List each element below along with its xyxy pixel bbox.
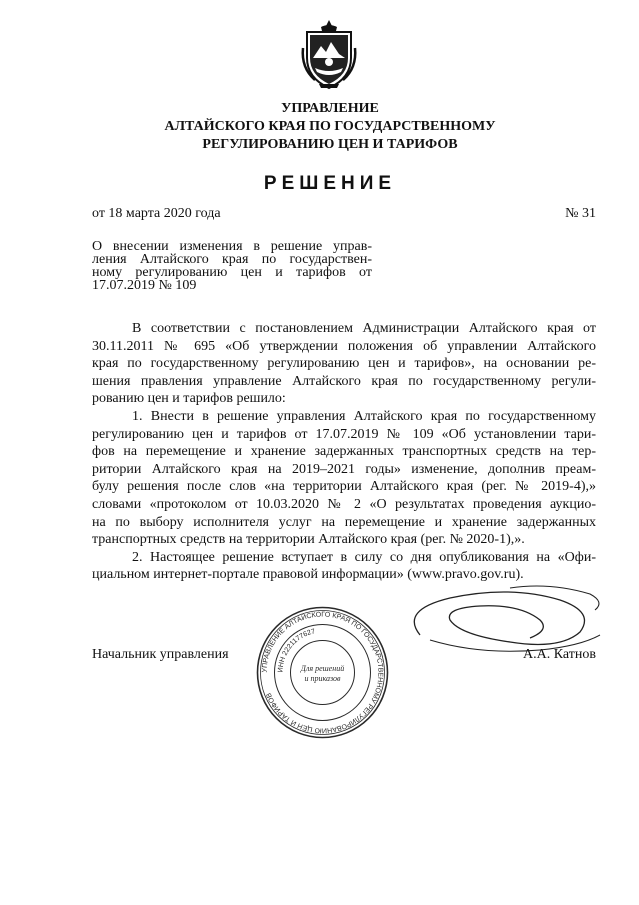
- body-line: транспортных средств на территории Алтайского края (рег. № 2020-1),».: [92, 532, 525, 548]
- body-line: рованию цен и тарифов решило:: [92, 391, 286, 407]
- body-line: циальном интернет-портале правовой информации» (www.pravo.gov.ru).: [92, 567, 524, 583]
- issuing-authority: [120, 100, 540, 154]
- authority-line-1: УПРАВЛЕНИЕ: [281, 101, 379, 116]
- handwritten-signature: [390, 580, 610, 660]
- seal-center-line-2: и приказов: [304, 674, 341, 683]
- body-line: словами «протоколом от 10.03.2020 № 2 «О результатах проведения аукцио-: [92, 496, 596, 512]
- official-round-seal: [255, 605, 390, 740]
- body-line: ритории Алтайского края на 2019–2021 годы» изменение, дополнив преам-: [92, 461, 596, 477]
- seal-outer-text: УПРАВЛЕНИЕ АЛТАЙСКОГО КРАЯ ПО ГОСУДАРСТВЕННОМУ РЕГУЛИРОВАНИЮ ЦЕН И ТАРИФОВ: [261, 611, 384, 734]
- body-line: края по государственному регулированию цен и тарифов», на основании ре-: [92, 356, 596, 372]
- body-line: булу решения после слов «на территории Алтайского края (рег. № 2019-4),»: [92, 479, 596, 495]
- document-body: [92, 320, 596, 584]
- subject-line: О внесении изменения в решение управ-: [92, 239, 372, 254]
- subject-line: ления Алтайского края по государствен-: [92, 252, 372, 267]
- authority-line-3: РЕГУЛИРОВАНИЮ ЦЕН И ТАРИФОВ: [202, 137, 458, 152]
- seal-center-line-1: Для решений: [300, 664, 345, 673]
- body-line: на по выбору исполнителя услуг на перемещение и хранение задержанных: [92, 514, 596, 530]
- body-line: фов на перемещение и хранение задержанных транспортных средств на тер-: [92, 444, 596, 460]
- authority-line-2: АЛТАЙСКОГО КРАЯ ПО ГОСУДАРСТВЕННОМУ: [164, 119, 496, 134]
- body-line: В соответствии с постановлением Администрации Алтайского края от: [132, 321, 596, 336]
- body-line: регулированию цен и тарифов от 17.07.2019 № 109 «Об установлении тари-: [92, 426, 596, 442]
- subject-line: 17.07.2019 № 109: [92, 278, 197, 293]
- subject-line: ному регулированию цен и тарифов от: [92, 265, 372, 280]
- signatory-name: А.А. Катнов: [523, 647, 596, 662]
- document-type-title: РЕШЕНИЕ: [263, 173, 397, 194]
- document-date: от 18 марта 2020 года: [92, 206, 221, 221]
- seal-inn-text: ИНН 2221177627: [277, 628, 316, 673]
- body-line: 1. Внести в решение управления Алтайского края по государственному: [132, 408, 596, 424]
- coat-of-arms-emblem: [299, 18, 359, 90]
- body-line: 30.11.2011 № 695 «Об утверждении положения об управлении Алтайского: [92, 338, 596, 354]
- body-line: 2. Настоящее решение вступает в силу со дня опубликования на «Офи-: [132, 549, 596, 565]
- document-subject: [92, 240, 372, 292]
- document-number: № 31: [565, 206, 596, 221]
- body-line: шения правления управление Алтайского края по государственному регули-: [92, 373, 596, 389]
- signatory-position: Начальник управления: [92, 647, 229, 662]
